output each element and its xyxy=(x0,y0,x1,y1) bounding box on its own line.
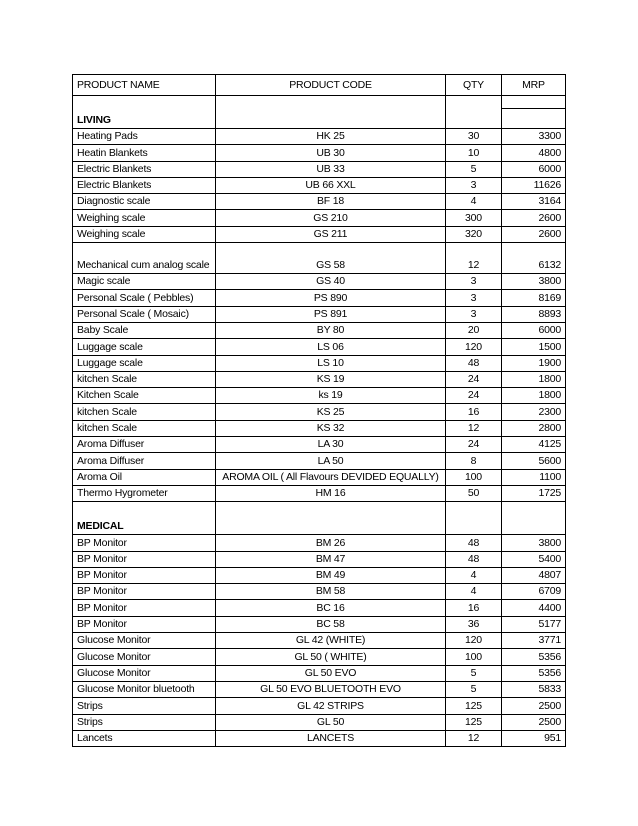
product-name-cell: Glucose Monitor xyxy=(73,633,216,649)
product-code-cell: LANCETS xyxy=(216,730,446,746)
table-row xyxy=(73,665,566,681)
product-code-cell: UB 30 xyxy=(216,145,446,161)
product-code-cell: BF 18 xyxy=(216,194,446,210)
product-code-cell: LA 50 xyxy=(216,453,446,469)
section-title: MEDICAL xyxy=(73,502,216,535)
mrp-cell: 8169 xyxy=(502,290,566,306)
qty-cell: 48 xyxy=(446,355,502,371)
qty-cell: 3 xyxy=(446,274,502,290)
product-name-cell: Personal Scale ( Mosaic) xyxy=(73,306,216,322)
product-code-cell: LA 30 xyxy=(216,437,446,453)
table-row xyxy=(73,681,566,697)
section-empty-cell xyxy=(446,502,502,535)
table-row xyxy=(73,355,566,371)
table-row xyxy=(73,649,566,665)
product-name-cell: Glucose Monitor xyxy=(73,665,216,681)
product-code-cell: GL 50 EVO xyxy=(216,665,446,681)
table-row xyxy=(73,306,566,322)
product-name-cell: Luggage scale xyxy=(73,339,216,355)
product-name-cell: BP Monitor xyxy=(73,600,216,616)
qty-cell: 30 xyxy=(446,129,502,145)
product-code-cell: BC 58 xyxy=(216,616,446,632)
table-row xyxy=(73,567,566,583)
product-code-cell: KS 32 xyxy=(216,420,446,436)
table-row xyxy=(73,145,566,161)
table-row xyxy=(73,339,566,355)
qty-cell: 3 xyxy=(446,177,502,193)
product-name-cell: BP Monitor xyxy=(73,551,216,567)
mrp-cell: 1100 xyxy=(502,469,566,485)
header-qty: QTY xyxy=(446,75,502,96)
product-name-cell: Luggage scale xyxy=(73,355,216,371)
product-code-cell: HM 16 xyxy=(216,485,446,501)
product-code-cell: GS 211 xyxy=(216,226,446,242)
product-name-cell: BP Monitor xyxy=(73,616,216,632)
mrp-cell: 3800 xyxy=(502,274,566,290)
mrp-cell: 6000 xyxy=(502,161,566,177)
qty-cell: 24 xyxy=(446,437,502,453)
product-name-cell: Aroma Diffuser xyxy=(73,437,216,453)
mrp-cell: 3164 xyxy=(502,194,566,210)
mrp-cell: 8893 xyxy=(502,306,566,322)
product-code-cell: LS 10 xyxy=(216,355,446,371)
product-name-cell: Lancets xyxy=(73,730,216,746)
qty-cell: 16 xyxy=(446,600,502,616)
mrp-cell: 5356 xyxy=(502,649,566,665)
mrp-cell: 2600 xyxy=(502,210,566,226)
qty-cell: 5 xyxy=(446,681,502,697)
table-row xyxy=(73,388,566,404)
mrp-cell: 5177 xyxy=(502,616,566,632)
section-title: LIVING xyxy=(73,96,216,129)
mrp-cell: 2300 xyxy=(502,404,566,420)
qty-cell: 125 xyxy=(446,698,502,714)
qty-cell: 24 xyxy=(446,388,502,404)
mrp-cell: 5356 xyxy=(502,665,566,681)
header-product-code: PRODUCT CODE xyxy=(216,75,446,96)
product-table-body xyxy=(73,75,566,747)
qty-cell: 36 xyxy=(446,616,502,632)
product-code-cell: ks 19 xyxy=(216,388,446,404)
product-code-cell: KS 25 xyxy=(216,404,446,420)
mrp-cell: 4800 xyxy=(502,145,566,161)
table-row xyxy=(73,129,566,145)
qty-cell: 12 xyxy=(446,243,502,274)
mrp-cell: 6132 xyxy=(502,243,566,274)
qty-cell: 120 xyxy=(446,633,502,649)
product-table xyxy=(72,74,566,747)
cell-inner-border xyxy=(502,96,565,109)
qty-cell: 5 xyxy=(446,161,502,177)
product-name-cell: Weighing scale xyxy=(73,226,216,242)
product-code-cell: BM 47 xyxy=(216,551,446,567)
section-empty-cell xyxy=(216,96,446,129)
product-code-cell: HK 25 xyxy=(216,129,446,145)
table-row xyxy=(73,469,566,485)
product-name-cell: Kitchen Scale xyxy=(73,388,216,404)
mrp-cell: 3771 xyxy=(502,633,566,649)
qty-cell: 4 xyxy=(446,194,502,210)
qty-cell: 100 xyxy=(446,649,502,665)
qty-cell: 3 xyxy=(446,290,502,306)
table-row xyxy=(73,535,566,551)
qty-cell: 300 xyxy=(446,210,502,226)
mrp-cell: 5600 xyxy=(502,453,566,469)
product-code-cell: GS 210 xyxy=(216,210,446,226)
mrp-cell: 2500 xyxy=(502,714,566,730)
product-name-cell: Heatin Blankets xyxy=(73,145,216,161)
qty-cell: 10 xyxy=(446,145,502,161)
table-row xyxy=(73,161,566,177)
product-name-cell: Diagnostic scale xyxy=(73,194,216,210)
product-name-cell: Strips xyxy=(73,714,216,730)
table-row xyxy=(73,274,566,290)
qty-cell: 12 xyxy=(446,420,502,436)
product-code-cell: PS 890 xyxy=(216,290,446,306)
product-code-cell: GS 58 xyxy=(216,243,446,274)
table-row xyxy=(73,290,566,306)
mrp-cell: 3800 xyxy=(502,535,566,551)
table-row xyxy=(73,177,566,193)
product-name-cell: BP Monitor xyxy=(73,584,216,600)
mrp-cell: 2500 xyxy=(502,698,566,714)
product-name-cell: Thermo Hygrometer xyxy=(73,485,216,501)
qty-cell: 16 xyxy=(446,404,502,420)
table-row xyxy=(73,600,566,616)
table-row xyxy=(73,210,566,226)
mrp-cell: 2800 xyxy=(502,420,566,436)
product-code-cell: LS 06 xyxy=(216,339,446,355)
mrp-cell: 5400 xyxy=(502,551,566,567)
table-row xyxy=(73,404,566,420)
qty-cell: 4 xyxy=(446,567,502,583)
product-name-cell: Glucose Monitor bluetooth xyxy=(73,681,216,697)
table-row xyxy=(73,420,566,436)
qty-cell: 48 xyxy=(446,551,502,567)
table-header-row xyxy=(73,75,566,96)
mrp-cell: 3300 xyxy=(502,129,566,145)
section-row xyxy=(73,502,566,535)
qty-cell: 20 xyxy=(446,322,502,338)
mrp-cell: 1725 xyxy=(502,485,566,501)
mrp-cell: 5833 xyxy=(502,681,566,697)
product-name-cell: Mechanical cum analog scale xyxy=(73,243,216,274)
product-name-cell: Heating Pads xyxy=(73,129,216,145)
table-row xyxy=(73,730,566,746)
table-row xyxy=(73,243,566,274)
product-name-cell: Baby Scale xyxy=(73,322,216,338)
qty-cell: 320 xyxy=(446,226,502,242)
product-name-cell: Glucose Monitor xyxy=(73,649,216,665)
table-row xyxy=(73,226,566,242)
qty-cell: 24 xyxy=(446,371,502,387)
qty-cell: 5 xyxy=(446,665,502,681)
qty-cell: 4 xyxy=(446,584,502,600)
mrp-cell: 951 xyxy=(502,730,566,746)
mrp-cell: 4125 xyxy=(502,437,566,453)
product-name-cell: Aroma Oil xyxy=(73,469,216,485)
product-name-cell: kitchen Scale xyxy=(73,371,216,387)
table-row xyxy=(73,551,566,567)
table-row xyxy=(73,698,566,714)
product-code-cell: GS 40 xyxy=(216,274,446,290)
product-name-cell: Magic scale xyxy=(73,274,216,290)
table-row xyxy=(73,371,566,387)
product-name-cell: Weighing scale xyxy=(73,210,216,226)
product-code-cell: KS 19 xyxy=(216,371,446,387)
mrp-cell: 6000 xyxy=(502,322,566,338)
table-row xyxy=(73,485,566,501)
table-row xyxy=(73,584,566,600)
qty-cell: 48 xyxy=(446,535,502,551)
section-empty-cell xyxy=(502,96,566,129)
product-code-cell: GL 50 ( WHITE) xyxy=(216,649,446,665)
product-code-cell: BM 58 xyxy=(216,584,446,600)
mrp-cell: 11626 xyxy=(502,177,566,193)
product-code-cell: UB 66 XXL xyxy=(216,177,446,193)
product-code-cell: BM 26 xyxy=(216,535,446,551)
mrp-cell: 4400 xyxy=(502,600,566,616)
table-row xyxy=(73,633,566,649)
header-product-name: PRODUCT NAME xyxy=(73,75,216,96)
product-code-cell: PS 891 xyxy=(216,306,446,322)
product-name-cell: Strips xyxy=(73,698,216,714)
qty-cell: 12 xyxy=(446,730,502,746)
table-row xyxy=(73,714,566,730)
section-empty-cell xyxy=(502,502,566,535)
section-row xyxy=(73,96,566,129)
product-name-cell: kitchen Scale xyxy=(73,404,216,420)
mrp-cell: 6709 xyxy=(502,584,566,600)
qty-cell: 120 xyxy=(446,339,502,355)
table-row xyxy=(73,437,566,453)
table-row xyxy=(73,453,566,469)
product-code-cell: AROMA OIL ( All Flavours DEVIDED EQUALLY) xyxy=(216,469,446,485)
mrp-cell: 1800 xyxy=(502,388,566,404)
qty-cell: 50 xyxy=(446,485,502,501)
product-code-cell: BM 49 xyxy=(216,567,446,583)
product-code-cell: GL 50 EVO BLUETOOTH EVO xyxy=(216,681,446,697)
mrp-cell: 2600 xyxy=(502,226,566,242)
product-code-cell: GL 50 xyxy=(216,714,446,730)
product-name-cell: Aroma Diffuser xyxy=(73,453,216,469)
mrp-cell: 1800 xyxy=(502,371,566,387)
product-name-cell: Electric Blankets xyxy=(73,177,216,193)
header-mrp: MRP xyxy=(502,75,566,96)
mrp-cell: 1500 xyxy=(502,339,566,355)
product-code-cell: BC 16 xyxy=(216,600,446,616)
product-name-cell: Electric Blankets xyxy=(73,161,216,177)
product-code-cell: GL 42 (WHITE) xyxy=(216,633,446,649)
qty-cell: 100 xyxy=(446,469,502,485)
product-name-cell: BP Monitor xyxy=(73,535,216,551)
section-empty-cell xyxy=(216,502,446,535)
qty-cell: 125 xyxy=(446,714,502,730)
table-row xyxy=(73,616,566,632)
product-code-cell: BY 80 xyxy=(216,322,446,338)
mrp-cell: 1900 xyxy=(502,355,566,371)
qty-cell: 3 xyxy=(446,306,502,322)
qty-cell: 8 xyxy=(446,453,502,469)
table-row xyxy=(73,194,566,210)
product-name-cell: Personal Scale ( Pebbles) xyxy=(73,290,216,306)
section-empty-cell xyxy=(446,96,502,129)
table-row xyxy=(73,322,566,338)
product-name-cell: BP Monitor xyxy=(73,567,216,583)
product-code-cell: GL 42 STRIPS xyxy=(216,698,446,714)
product-code-cell: UB 33 xyxy=(216,161,446,177)
product-name-cell: kitchen Scale xyxy=(73,420,216,436)
mrp-cell: 4807 xyxy=(502,567,566,583)
